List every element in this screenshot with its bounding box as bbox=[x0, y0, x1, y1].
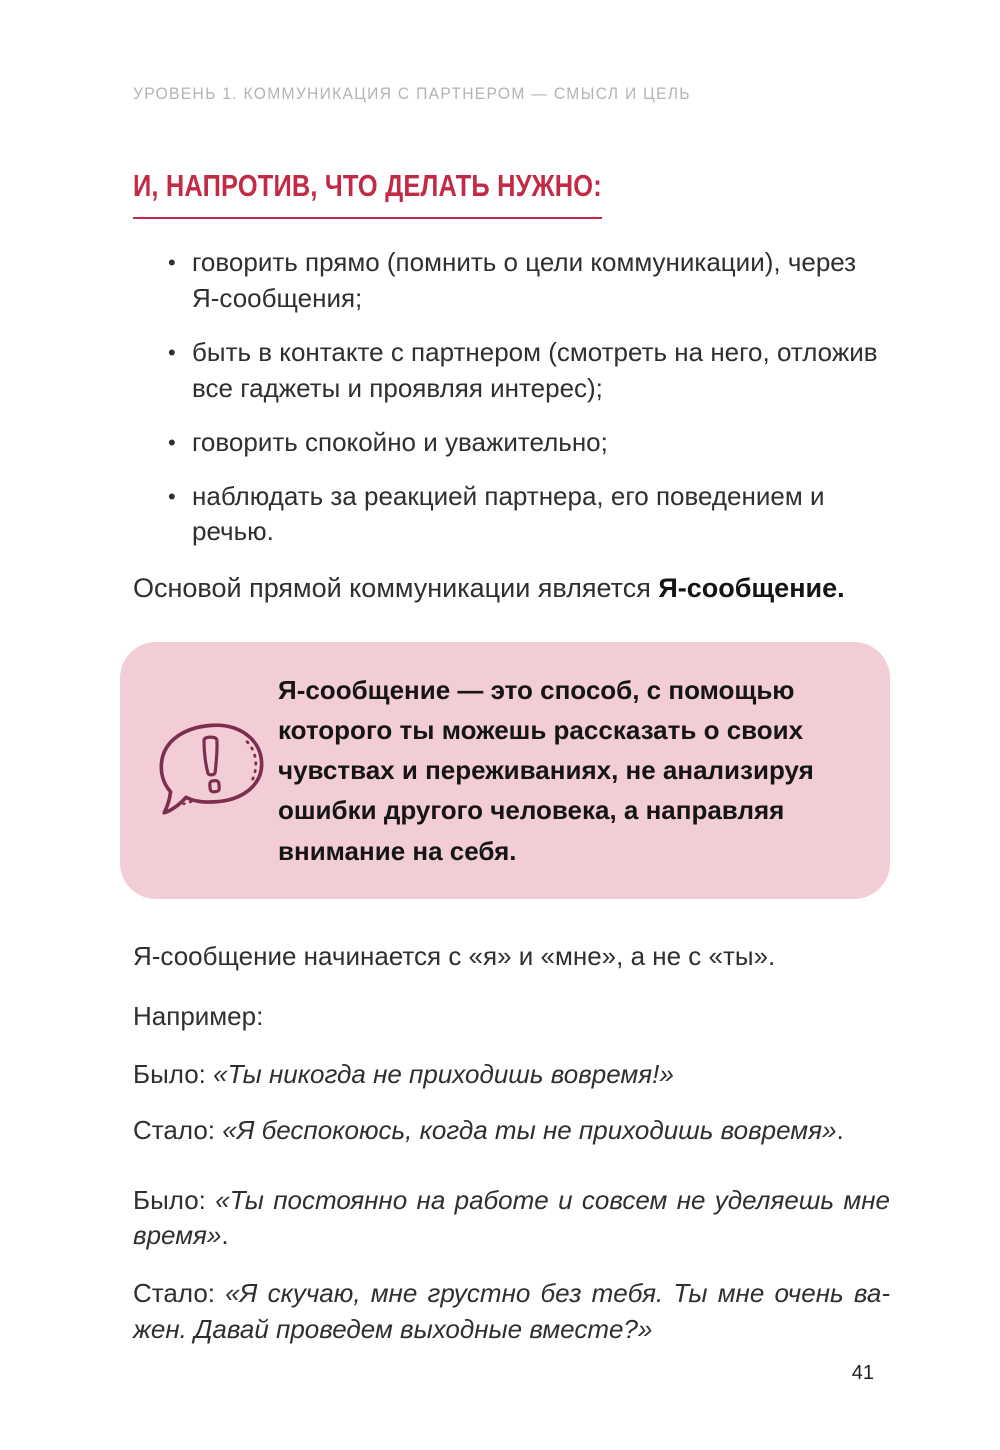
callout-text: Я-сообщение — это способ, с помощью которого ты можешь рассказать о своих чувствах и переживаниях, не анализируя ошибки другого человека, а направляя внимание на себя. bbox=[278, 674, 814, 866]
example-label-text: Стало: bbox=[133, 1114, 215, 1145]
page-number: 41 bbox=[851, 1362, 874, 1384]
list-item bbox=[133, 245, 890, 317]
example-tail: . bbox=[836, 1114, 844, 1145]
example-tail: . bbox=[221, 1220, 229, 1251]
example-label: Например: bbox=[133, 1000, 264, 1031]
bullet-icon: • bbox=[168, 339, 176, 365]
example-quote: «Я беспокоюсь, когда ты не приходишь вовремя» bbox=[222, 1114, 837, 1145]
page-content bbox=[133, 84, 890, 1348]
bullet-list bbox=[133, 245, 890, 550]
example-became-1 bbox=[133, 1113, 890, 1149]
example-quote: «Я скучаю, мне грустно без тебя. Ты мне очень важен. Давай проведем выходные вместе?» bbox=[133, 1278, 890, 1345]
example-became-2 bbox=[133, 1276, 890, 1348]
speech-bubble-exclamation-icon bbox=[155, 719, 269, 821]
bullet-icon: • bbox=[168, 429, 176, 455]
bullet-text: быть в контакте с партнером (смотреть на него, отложив все гаджеты и проявляя интерес); bbox=[192, 336, 878, 403]
list-item bbox=[133, 335, 890, 407]
bullet-text: говорить прямо (помнить о цели коммуникации), через Я-сообщения; bbox=[192, 247, 857, 313]
bullet-icon: • bbox=[168, 483, 176, 509]
example-label-text: Было: bbox=[133, 1184, 206, 1215]
running-head: УРОВЕНЬ 1. КОММУНИКАЦИЯ С ПАРТНЕРОМ — СМЫСЛ И ЦЕЛЬ bbox=[133, 84, 691, 103]
example-was-1 bbox=[133, 1057, 890, 1093]
bullet-icon: • bbox=[168, 250, 176, 275]
callout-box bbox=[120, 642, 890, 899]
example-quote: «Ты никогда не приходишь вовремя!» bbox=[213, 1058, 674, 1089]
lead-emphasis: Я-сообщение. bbox=[658, 573, 845, 604]
list-item bbox=[133, 425, 890, 461]
example-quote: «Ты постоянно на работе и совсем не уделяешь мне время» bbox=[133, 1184, 890, 1251]
bullet-text: говорить спокойно и уважительно; bbox=[192, 426, 608, 457]
section-heading: И, НАПРОТИВ, ЧТО ДЕЛАТЬ НУЖНО: bbox=[133, 168, 602, 219]
list-item bbox=[133, 479, 890, 551]
callout-icon-wrap bbox=[146, 719, 278, 821]
lead-paragraph bbox=[133, 570, 890, 607]
bullet-text: наблюдать за реакцией партнера, его поведением и речью. bbox=[192, 480, 825, 547]
example-label-text: Было: bbox=[133, 1058, 206, 1089]
lead-text: Основой прямой коммуникации является bbox=[133, 573, 659, 604]
intro-paragraph: Я-сообщение начинается с «я» и «мне», а не с «ты». bbox=[133, 941, 776, 972]
example-label-text: Стало: bbox=[133, 1278, 215, 1309]
example-was-2 bbox=[133, 1183, 890, 1255]
